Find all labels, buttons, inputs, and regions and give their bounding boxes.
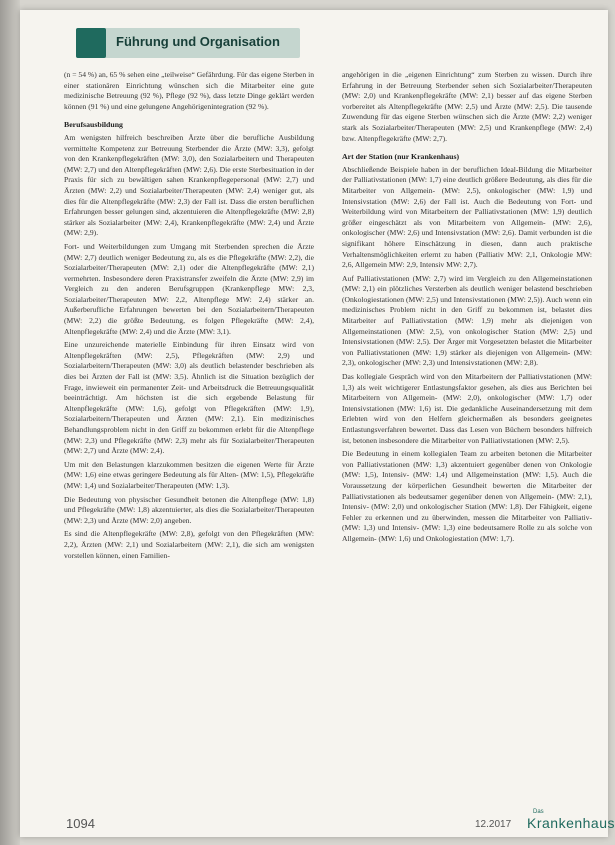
paragraph: Das kollegiale Gespräch wird von den Mitarbeitern der Palliativstationen (MW: 1,3) als weit wichtigerer Entlastungsfaktor gesehen, als dies aus Berichten bei Mitarbeitern von Allgemein- (MW: 2,0), onkologischer (MW: 1,7) oder Intensivstationen (MW: 1,6) ist. Die gedankliche Auseinandersetzung mit dem Erlebten wird von den Helfern gleichermaßen als besonders geeignetes Entlastungsverfahren bewertet. Dass das Lesen von Büchern besonders hilfreich ist, betonen insbesondere die Mitarbeiter von Palliativstationen (MW: 2,5). xyxy=(342,372,592,445)
paragraph: angehörigen in die „eigenen Einrichtung“ zum Sterben zu wissen. Durch ihre Erfahrung in der Betreuung Sterbender sehen sich Sozialarbeiter/Therapeuten (MW: 2,0) und Krankenpflegekräfte (MW: 2,1) besser auf das eigene Sterben vorbereitet als Altenpflegekräfte (MW: 2,5) und Ärzte (MW: 2,5). Die tausende Zuwendung für das eigene Sterben wünschen sich die Ärzte (MW: 2,2) weniger stark als Sozialarbeiter/Therapeuten (MW: 2,5) und Krankenpflege (MW: 2,4) bzw. Altenpflegekräfte (MW: 2,7). xyxy=(342,70,592,143)
logo-prefix: Das xyxy=(533,809,544,815)
paragraph: Abschließende Beispiele haben in der beruflichen Ideal-Bildung die Mitarbeiter der Palliativstationen (MW: 1,7) eine deutlich größere Bedeutung, als dies für die Mitarbeiter von Allgemein- (MW: 2,5), onkologischer (MW: 1,9) und Intensivstation (MW: 2,6) der Fall ist. Auch die Bedeutung von Fort- und Weiterbildung wird von Mitarbeitern der Palliativstationen (MW: 1,9) deutlich größer eingeschätzt als von Mitarbeitern von Allgemein- (MW: 2,6), onkologischer (MW: 2,6) und Intensivstation (MW: 2,6). Damit verbunden ist die signifikant höhere Einschätzung in diesen, dann auch praktische Verhaltensmöglichkeiten erlernt zu haben (Palliativ MW: 2,1, Onkologie MW: 2,6, Allgemein MW: 2,9, Intensiv MW: 2,7). xyxy=(342,164,592,270)
left-column xyxy=(64,70,314,564)
paragraph: Am wenigsten hilfreich beschreiben Ärzte über die berufliche Ausbildung vermittelte Kompetenz zur Betreuung Sterbender die Ärzte (MW: 3,3), gefolgt von den Krankenpflegekräften (MW: 3,0), den Sozialarbeitern und Therapeuten (MW: 2,7) und den Altenpflegekräften (MW: 2,6). Die erste Sterbesituation in der Praxis für sich zu bewältigen sahen Krankenpflegepersonal (MW: 2,7) und Ärzten (MW: 2,2) und Sozialarbeiter/Therapeuten (MW: 2,4) weniger gut, als dies für die Altenpflegekräfte (MW: 2,3) der Fall ist. Dass die ersten beruflichen Erfahrungen besser gelungen sind, akzentuieren die Altenpflegekräfte (MW: 2,8) stärker als Sozialarbeiter (MW: 2,4), Krankenpflegekräfte (MW: 2,4) und Ärzte (MW: 2,9). xyxy=(64,132,314,238)
paragraph: Die Bedeutung in einem kollegialen Team zu arbeiten betonen die Mitarbeiter von Palliativstationen (MW: 1,3) akzentuiert gegenüber denen von Onkologie (MW: 1,5), Intensiv- (MW: 1,4) und Allgemeinstation (MW: 1,5). Auch die Voraussetzung der körperlichen Gesundheit bewerten die Mitarbeiter der Palliativstationen als bedeutsamer gegenüber denen von Allgemein- (MW: 2,1), Intensiv- (MW: 2,0) und onkologischer Station (MW: 1,8). Der Fähigkeit, eigene Fehler zu erkennen und zu überwinden, messen die Mitarbeiter von Palliativ- (MW: 1,3) und Intensiv- (MW: 1,3) eine bedeutsamere Rolle zu als solche von Allgemein- (MW: 1,6) und Onkologiestation (MW: 1,7). xyxy=(342,449,592,543)
page-gutter-shadow xyxy=(0,0,20,845)
footer-branding xyxy=(475,809,615,839)
section-header xyxy=(76,28,300,58)
section-marker-icon xyxy=(76,28,106,58)
page-number: 1094 xyxy=(66,816,95,831)
subheading: Berufsausbildung xyxy=(64,120,123,130)
paragraph: Es sind die Altenpflegekräfte (MW: 2,8), gefolgt von den Pflegekräften (MW: 2,2), Ärzten (MW: 2,1) und Sozialarbeitern (MW: 2,1), die sich am wenigsten vorstellen können, einen Familien- xyxy=(64,529,314,560)
section-title: Führung und Organisation xyxy=(116,34,280,49)
document-page xyxy=(20,10,615,837)
paragraph: Eine unzureichende materielle Einbindung für ihren Einsatz wird von Altenpflegekräften (MW: 2,5), Pflegekräften (MW: 2,9) und Sozialarbeitern/Therapeuten (MW: 3,0) als deutlich belastender beschrieben als dies bei Ärzten der Fall ist (MW: 3,5). Ähnlich ist die Situation bezüglich der Frage, inwieweit ein permanenter Zeit- und Arbeitsdruck die Betreuungsqualität beeinträchtigt. Am höchsten ist die sich ergebende Belastung für Altenpflegekräfte (MW: 1,6), gefolgt von Pflegekräften (MW: 1,9), Sozialarbeitern/Therapeuten und Ärzten (MW: 2,1). Ein medizinisches Behandlungsproblem nicht in den Griff zu bekommen erlebt für die Altenpflege (MW: 2,3) und Pflegekräfte (MW: 2,3) mehr als für Sozialarbeiter/Therapeuten (MW: 2,7) und Ärzte (MW: 2,4). xyxy=(64,340,314,456)
magazine-logo: Krankenhaus xyxy=(527,815,615,831)
paragraph: Auf Palliativstationen (MW: 2,7) wird im Vergleich zu den Allgemeinstationen (MW: 2,1) ein plötzliches Versterben als deutlich weniger belastend beschrieben (Onkologiestationen (MW: 2,5) und Intensivstationen (MW: 2,5)). Auch wenn ein medizinisches Problem nicht in den Griff zu bekommen ist, belastet dies Mitarbeiter auf Palliativstation (MW: 1,9) mehr als diejenigen von Allgemeinstationen (MW: 2,5), von onkologischer Station (MW: 2,5) und Intensivstationen (MW: 2,5). Der Ärger mit Vorgesetzten belastet die Mitarbeiter von Palliativstationen (MW: 1,9) stärker als diejenigen von Allgemein- (MW: 2,3), onkologischer (MW: 2,3) und Intensivstationen (MW: 2,8). xyxy=(342,273,592,368)
paragraph: Die Bedeutung von physischer Gesundheit betonen die Altenpflege (MW: 1,8) und Pflegekräfte (MW: 1,8) akzentuierter, als dies die Sozialarbeiter/Therapeuten (MW: 2,3) und Ärzte (MW: 2,0) angeben. xyxy=(64,494,314,525)
issue-date: 12.2017 xyxy=(475,819,512,830)
paragraph: Fort- und Weiterbildungen zum Umgang mit Sterbenden sprechen die Ärzte (MW: 2,7) deutlich weniger Bedeutung zu, als es die Pflegekräfte (MW: 2,2), die Sozialarbeiter/Therapeuten (MW: 2,1) oder die Altenpflegekräfte (MW: 2,1) vermehrten. Insbesondere deren Praxistransfer zweifeln die Ärzte (MW: 2,9) im Vergleich zu den anderen Berufsgruppen (Krankenpflege MW: 2,3, Sozialarbeiter/Therapeuten MW: 2,2, Altenpflege MW: 2,4) stärker an. Außerberufliche Erfahrungen bewerten bei den Sozialarbeitern/Therapeuten (MW: 2,2) die größte Bedeutung, es folgen Pflegekräfte (MW: 2,4), Altenpflegekräfte (MW: 2,4) und die Ärzte (MW: 3,1). xyxy=(64,241,314,336)
right-column xyxy=(342,70,592,548)
paragraph: (n = 54 %) an, 65 % sehen eine „teilweise“ Gefährdung. Für das eigene Sterben in einer stationären Einrichtung wünschen sich die Mitarbeiter eine gute medizinische Betreuung (92 %), Pflege (92 %), dass letzte Dinge geklärt werden können (91 %) und eine gelungene Angehörigenintegration (92 %). xyxy=(64,70,314,111)
subheading: Art der Station (nur Krankenhaus) xyxy=(342,152,460,162)
paragraph: Um mit den Belastungen klarzukommen besitzen die eigenen Werte für Ärzte (MW: 1,6) eine etwas geringere Bedeutung als für Alten- (MW: 1,5), Pflegekräfte (MW: 1,4) und Sozialarbeiter/Therapeuten (MW: 1,3). xyxy=(64,459,314,490)
